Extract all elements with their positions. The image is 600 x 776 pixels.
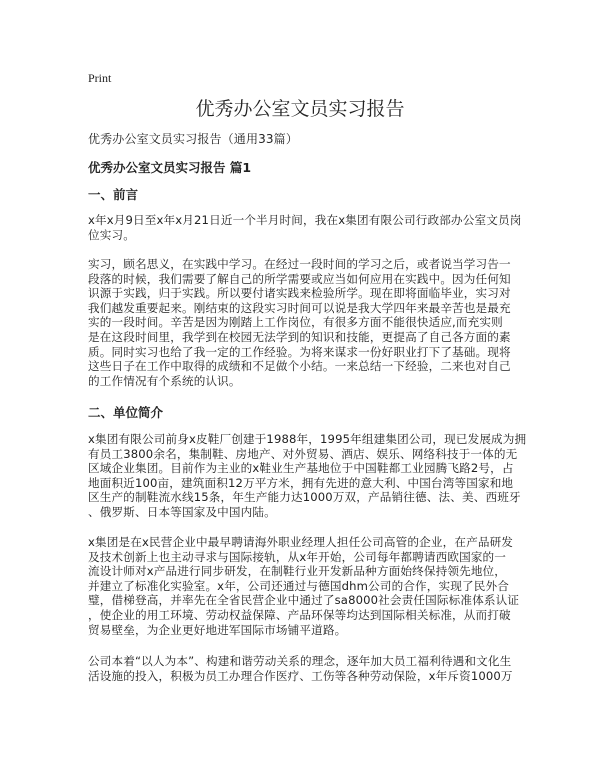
text-line: 实的一段时间。辛苦是因为刚踏上工作岗位，有很多方面不能很快适应,而充实则 — [88, 315, 503, 330]
text-line: 这些日子在工作中取得的成绩和不足做个小结。一来总结一下经验，二来也对自己 — [88, 359, 511, 374]
text-line: 地面积近100亩，建筑面积12万平方米，拥有先进的意大利、中国台湾等国家和地 — [88, 475, 514, 490]
text-line: 识源于实践，归于实践。所以要付诸实践来检验所学。现在即将面临毕业，实习对 — [88, 286, 511, 301]
text-line: 位实习。 — [88, 227, 135, 242]
text-line: x年x月9日至x年x月21日近一个半月时间，我在x集团有限公司行政部办公室文员岗 — [88, 213, 522, 227]
paragraph-4 — [88, 535, 528, 637]
text-line: 流设计师对x产品进行同步研发，在制鞋行业开发新品种方面始终保持领先地位， — [88, 564, 507, 579]
text-line: 区生产的制鞋流水线15条，年生产能力达1000万双，产品销往德、法、美、西班牙 — [88, 490, 521, 505]
text-line: 是在这段时间里，我学到在校园无法学到的知识和技能，更提高了自己各方面的素 — [88, 329, 511, 344]
text-line: 段落的时候，我们需要了解自己的所学需要或应当如何应用在实践中。因为任何知 — [88, 271, 511, 286]
text-line: 、俄罗斯、日本等国家及中国内陆。 — [88, 504, 276, 519]
paragraph-1 — [88, 213, 528, 242]
text-line: 活设施的投入，积极为员工办理合作医疗、工伤等各种劳动保险，x年斥资1000万 — [88, 668, 513, 683]
text-line: 区域企业集团。目前作为主业的x鞋业生产基地位于中国鞋都工业园腾飞路2号，占 — [88, 461, 514, 476]
text-line: 贸易壁垒，为企业更好地进军国际市场铺平道路。 — [88, 622, 347, 637]
paragraph-3 — [88, 432, 528, 520]
paragraph-5 — [88, 654, 528, 683]
text-line: 质。同时实习也给了我一定的工作经验。为将来谋求一份好职业打下了基础。现将 — [88, 344, 511, 359]
text-line: 公司本着“以人为本”、构建和谐劳动关系的理念，逐年加大员工福利待遇和文化生 — [88, 654, 512, 668]
paragraph-2 — [88, 257, 528, 388]
text-line: x集团有限公司前身x皮鞋厂创建于1988年，1995年组建集团公司，现已发展成为拥 — [88, 432, 527, 446]
text-line: 璧，借梯登高，并率先在全省民营企业中通过了sa8000社会责任国际标准体系认证 — [88, 593, 520, 608]
document-title: 优秀办公室文员实习报告 — [195, 98, 405, 120]
text-line: ，使企业的用工环境、劳动权益保障、产品环保等均达到国际相关标准，从而打破 — [88, 607, 511, 622]
section-heading-preface: 一、前言 — [88, 187, 139, 202]
text-line: x集团是在x民营企业中最早聘请海外职业经理人担任公司高管的企业，在产品研发 — [88, 535, 514, 549]
text-line: 我们越发重要起来。刚结束的这段实习时间可以说是我大学四年来最辛苦也是最充 — [88, 300, 511, 315]
text-line: 的工作情况有个系统的认识。 — [88, 373, 241, 388]
text-line: 及技术创新上也主动寻求与国际接轨，从x年开始，公司每年都聘请西欧国家的一 — [88, 549, 507, 564]
print-link[interactable]: Print — [88, 71, 112, 85]
section-heading-company: 二、单位简介 — [88, 405, 164, 420]
text-line: 有员工3800余名，集制鞋、房地产、对外贸易、酒店、娱乐、网络科技于一体的无 — [88, 446, 518, 461]
document-subtitle: 优秀办公室文员实习报告（通用33篇） — [88, 132, 298, 146]
text-line: 并建立了标准化实验室。x年，公司还通过与德国dhm公司的合作，实现了民外合 — [88, 578, 510, 593]
text-line: 实习，顾名思义，在实践中学习。在经过一段时间的学习之后，或者说当学习告一 — [88, 257, 511, 271]
article-heading: 优秀办公室文员实习报告 篇1 — [88, 160, 252, 175]
